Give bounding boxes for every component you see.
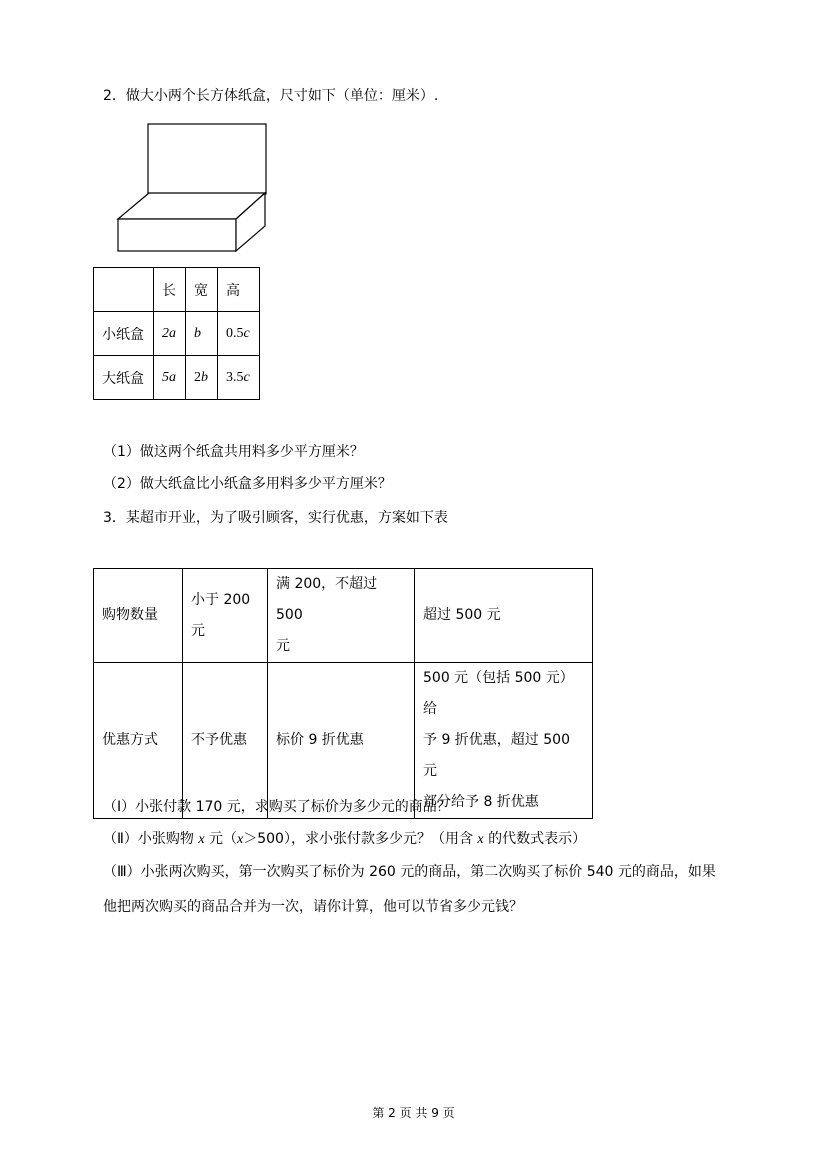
row-label: 大纸盒 bbox=[94, 356, 154, 400]
row-label: 小纸盒 bbox=[94, 312, 154, 356]
row-label: 优惠方式 bbox=[94, 663, 183, 819]
cell-width: 2b bbox=[186, 356, 218, 400]
cell-under-200: 小于 200 元 bbox=[183, 569, 268, 663]
cell-over-500: 超过 500 元 bbox=[415, 569, 593, 663]
row-label: 购物数量 bbox=[94, 569, 183, 663]
q2-title: 2．做大小两个长方体纸盒，尺寸如下（单位：厘米）. bbox=[103, 88, 439, 104]
box-front-face bbox=[118, 219, 236, 251]
table-header-height: 高 bbox=[218, 268, 260, 312]
table-row bbox=[94, 356, 260, 400]
cell-width: b bbox=[186, 312, 218, 356]
q3-part3-line2: 他把两次购买的商品合并为一次，请你计算，他可以节省多少元钱？ bbox=[103, 899, 523, 915]
cell-length: 5a bbox=[154, 356, 186, 400]
cell-tiered-discount: 500 元（包括 500 元）给 予 9 折优惠，超过 500 元 部分给予 8 折优惠 bbox=[415, 663, 593, 819]
q3-part1: （Ⅰ）小张付款 170 元，求购买了标价为多少元的商品？ bbox=[103, 799, 451, 815]
table-header-width: 宽 bbox=[186, 268, 218, 312]
q2-sub1: （1）做这两个纸盒共用料多少平方厘米？ bbox=[103, 444, 364, 460]
discount-table bbox=[93, 568, 593, 819]
q2-sub2: （2）做大纸盒比小纸盒多用料多少平方厘米？ bbox=[103, 476, 392, 492]
q3-title: 3．某超市开业，为了吸引顾客，实行优惠，方案如下表 bbox=[103, 510, 448, 526]
table-row bbox=[94, 663, 593, 819]
table-row bbox=[94, 569, 593, 663]
table-row bbox=[94, 312, 260, 356]
cell-200-500: 满 200，不超过 500 元 bbox=[268, 569, 415, 663]
box-lid bbox=[148, 124, 266, 194]
table-header-length: 长 bbox=[154, 268, 186, 312]
q3-part2: （Ⅱ）小张购物 x 元（x＞500），求小张付款多少元？（用含 x 的代数式表示） bbox=[103, 831, 587, 847]
cell-height: 0.5c bbox=[218, 312, 260, 356]
cell-height: 3.5c bbox=[218, 356, 260, 400]
box-diagram bbox=[114, 122, 274, 254]
cell-90-percent: 标价 9 折优惠 bbox=[268, 663, 415, 819]
table-header-empty bbox=[94, 268, 154, 312]
cell-no-discount: 不予优惠 bbox=[183, 663, 268, 819]
page-footer: 第 2 页 共 9 页 bbox=[372, 1106, 455, 1120]
box-size-table bbox=[93, 267, 260, 400]
cell-length: 2a bbox=[154, 312, 186, 356]
q3-part3-line1: （Ⅲ）小张两次购买，第一次购买了标价为 260 元的商品，第二次购买了标价 540 元的商品，如果 bbox=[103, 864, 716, 880]
